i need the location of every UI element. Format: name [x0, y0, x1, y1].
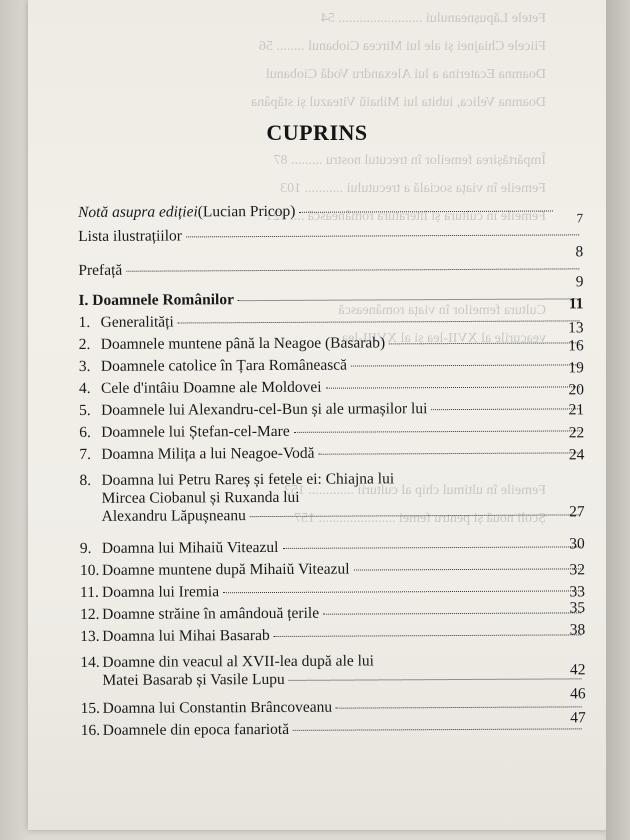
- toc-chapter[interactable]: [80, 581, 585, 606]
- chapter-number: 9.: [79, 539, 92, 557]
- chapter-page: 32: [569, 561, 585, 579]
- chapter-number: 4.: [78, 379, 91, 397]
- book-page: [28, 0, 606, 830]
- toc-chapter[interactable]: [79, 333, 584, 358]
- leader-dots: [238, 298, 580, 301]
- toc-entry-page: 8: [575, 243, 584, 261]
- toc-entry-title: Lista ilustrațiilor: [78, 227, 182, 245]
- chapter-title: Doamne străine în amândouă țerile: [102, 604, 320, 623]
- chapter-title: Doamna lui Constantin Brâncoveanu: [102, 698, 333, 717]
- toc-entry-page: 7: [576, 210, 584, 226]
- chapter-number: 6.: [79, 423, 91, 441]
- chapter-number: 12.: [80, 605, 100, 623]
- chapter-page: 24: [568, 446, 585, 464]
- chapter-number: 8.: [79, 471, 92, 489]
- toc-chapter[interactable]: [79, 443, 584, 472]
- leader-dots: [274, 634, 582, 637]
- chapter-page: 13: [568, 319, 584, 337]
- chapter-page: 16: [568, 337, 584, 355]
- leader-dots: [336, 706, 582, 708]
- leader-dots: [353, 568, 580, 570]
- toc-chapter[interactable]: [80, 651, 585, 700]
- chapter-page: 21: [568, 401, 585, 419]
- leader-dots: [323, 612, 581, 614]
- leader-dots: [223, 590, 581, 593]
- leader-dots: [293, 728, 582, 731]
- chapter-title: Doamnele lui Alexandru-cel-Bun și ale urmașilor lui: [101, 400, 428, 419]
- toc-entry-lista[interactable]: [78, 225, 583, 262]
- chapter-title: Doamna lui Iremia: [101, 583, 220, 601]
- toc-section-page: 11: [568, 295, 584, 313]
- chapter-title: Doamna lui Mihai Basarab: [102, 627, 270, 645]
- chapter-number: 14.: [80, 653, 100, 671]
- toc-entry-title-italic: Notă asupra ediției: [78, 203, 198, 221]
- chapter-number: 3.: [78, 357, 91, 375]
- chapter-page: 46: [570, 685, 586, 703]
- chapter-page: 35: [569, 599, 586, 617]
- leader-dots: [282, 546, 580, 549]
- book-page-edge: [606, 0, 630, 840]
- chapter-title: Cele d'intâiu Doamne ale Moldovei: [100, 378, 322, 397]
- toc-entry-prefata[interactable]: [78, 259, 583, 292]
- chapter-number: 15.: [80, 699, 101, 717]
- table-of-contents: [78, 201, 586, 744]
- leader-dots: [389, 342, 580, 344]
- leader-dots: [351, 364, 580, 366]
- show-through-text: Fetele Lăpușneanului ........................ 54 Fiicele Chiajnei și ale lui Mircea Ciobanul ........ 56 Doamna Ecaterina a lui Alexandru Vodă Ciobanul Doamna Velica, iubita lui Mihaiŭ Viteazul și stăpâna Împărtășirea femeilor în trecutul nostru ......... 87 Femeile în viața socială a trecutului ........... 103 Femeile în cultura și literatura românească .... 121 Cultura femeilor în viața românească veacurile al XVII-lea și al XVIII-lea Femeile în ultimul chip al culturii ............. 153 Școli nouă și pentru femei ...................... 157: [251, 11, 546, 526]
- chapter-page: 19: [568, 359, 584, 377]
- page-title: CUPRINS: [266, 120, 368, 145]
- leader-dots: [326, 386, 580, 388]
- toc-chapter[interactable]: [79, 311, 584, 336]
- toc-section-heading[interactable]: [78, 289, 583, 314]
- chapter-title: Doamna lui Petru Rareș și fetele ei: Chiajna lui: [101, 470, 395, 489]
- chapter-title: Doamnele muntene până la Neagoe (Basarab): [100, 334, 386, 353]
- leader-dots: [319, 452, 581, 454]
- chapter-page: 38: [569, 621, 586, 639]
- chapter-title: Doamnele lui Ștefan-cel-Mare: [101, 422, 290, 441]
- chapter-title: Doamne muntene după Mihaiŭ Viteazul: [101, 560, 350, 579]
- chapter-number: 11.: [79, 583, 99, 601]
- chapter-title: Doamnele catolice în Țara Românească: [100, 356, 348, 375]
- leader-dots: [126, 268, 579, 271]
- chapter-number: 2.: [78, 335, 91, 353]
- toc-chapter[interactable]: [79, 469, 584, 540]
- chapter-page: 47: [570, 709, 586, 727]
- toc-entry-title-author: (Lucian Pricop): [197, 202, 296, 221]
- toc-entry-nota[interactable]: [78, 201, 583, 228]
- leader-dots: [289, 678, 582, 681]
- chapter-title: Doamnele din epoca fanariotă: [102, 720, 290, 739]
- chapter-number: 7.: [79, 445, 91, 463]
- toc-entry-title: Prefață: [78, 261, 123, 279]
- chapter-title-continued: Mircea Ciobanul și Ruxanda lui: [101, 488, 300, 507]
- toc-chapter[interactable]: [79, 399, 584, 424]
- leader-dots: [178, 320, 580, 323]
- toc-chapter[interactable]: [79, 421, 584, 446]
- leader-dots: [186, 234, 579, 237]
- toc-entry-page: 9: [575, 273, 584, 291]
- chapter-title: Generalități: [100, 313, 174, 331]
- leader-dots: [299, 211, 553, 213]
- chapter-page: 20: [568, 381, 585, 399]
- toc-chapter[interactable]: [80, 685, 586, 722]
- toc-chapter[interactable]: [79, 355, 584, 380]
- chapter-page: 42: [569, 661, 586, 679]
- toc-chapter[interactable]: [80, 599, 586, 628]
- chapter-page: 27: [569, 503, 585, 521]
- chapter-number: 13.: [80, 627, 100, 645]
- chapter-title-continued: Matei Basarab și Vasile Lupu: [102, 670, 285, 689]
- toc-chapter[interactable]: [79, 377, 584, 402]
- chapter-number: 1.: [78, 313, 91, 331]
- toc-chapter[interactable]: [80, 709, 586, 744]
- chapter-title-continued: Alexandru Lăpușneanu: [101, 507, 246, 525]
- chapter-page: 22: [568, 424, 585, 442]
- chapter-page: 30: [569, 535, 585, 553]
- chapter-number: 5.: [79, 401, 91, 419]
- toc-chapter[interactable]: [80, 559, 585, 584]
- leader-dots: [431, 408, 580, 410]
- chapter-page: 33: [569, 583, 586, 601]
- chapter-title: Doamna lui Mihaiŭ Viteazul: [101, 538, 279, 557]
- toc-chapter[interactable]: [80, 537, 585, 562]
- toc-chapter[interactable]: [80, 621, 586, 654]
- leader-dots: [250, 514, 581, 517]
- chapter-number: 16.: [80, 721, 101, 739]
- chapter-title: Doamna Milița a lui Neagoe-Vodă: [101, 444, 315, 463]
- chapter-number: 10.: [79, 561, 100, 579]
- leader-dots: [294, 430, 581, 433]
- toc-section-title: I. Doamnele Românilor: [78, 291, 234, 309]
- chapter-title: Doamne din veacul al XVII-lea după ale lui: [102, 652, 375, 671]
